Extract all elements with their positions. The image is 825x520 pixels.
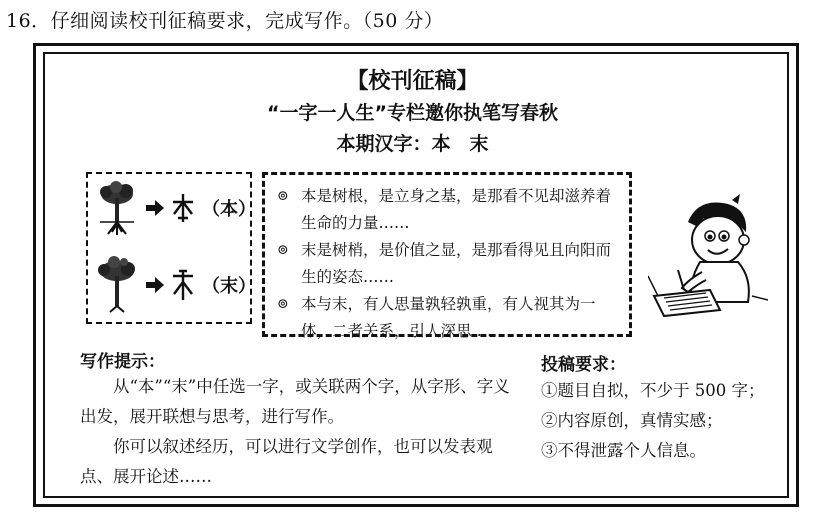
submission-requirements-list (541, 376, 764, 466)
writing-hints-title: 写作提示： (80, 352, 165, 372)
featured-characters: 本期汉字：本 末 (336, 133, 489, 155)
boy-writing-illustration (648, 192, 768, 322)
seal-ben-icon (170, 192, 196, 224)
ben-row (94, 180, 256, 236)
quote-text: 本是树根，是立身之基，是那看不见却滋养着生命的力量…… (301, 187, 612, 232)
question-text: 16．仔细阅读校刊征稿要求，完成写作。（50 分） (6, 10, 444, 32)
quote-text: 末是树梢，是价值之显，是那看得见且向阳而生的姿态…… (301, 241, 612, 286)
quote-item (277, 291, 619, 345)
writing-hints-body (80, 372, 520, 492)
tree-top-icon (94, 256, 140, 314)
submission-requirements-title: 投稿要求： (541, 355, 626, 375)
poster-subtitle: “一字一人生”专栏邀你执笔写春秋 (267, 102, 558, 124)
tree-roots-icon (94, 180, 140, 236)
hint-paragraph: 从“本”“末”中任选一字，或关联两个字，从字形、字义出发，展开联想与思考，进行写作。 (80, 377, 510, 426)
quote-item (277, 183, 619, 237)
quote-item (277, 237, 619, 291)
requirement-item: ③不得泄露个人信息。 (541, 441, 706, 460)
bullet-icon: ⊚ (277, 242, 289, 258)
poster-title: 【校刊征稿】 (346, 69, 479, 94)
requirement-item: ②内容原创，真情实感； (541, 411, 723, 430)
ben-label: （本） (202, 199, 256, 220)
bullet-icon: ⊚ (277, 296, 289, 312)
quote-box (262, 172, 632, 340)
requirement-item: ①题目自拟，不少于 500 字； (541, 381, 765, 400)
seal-mo-icon (170, 268, 196, 302)
mo-row (94, 256, 256, 314)
arrow-right-icon (146, 277, 164, 293)
hint-paragraph: 你可以叙述经历，可以进行文学创作，也可以发表观点、展开论述…… (80, 437, 493, 486)
mo-label: （末） (202, 276, 256, 297)
character-evolution-box (86, 172, 256, 324)
arrow-right-icon (146, 200, 164, 216)
bullet-icon: ⊚ (277, 188, 289, 204)
quote-text: 本与末，有人思量孰轻孰重，有人视其为一体，二者关系，引人深思…… (301, 295, 596, 340)
